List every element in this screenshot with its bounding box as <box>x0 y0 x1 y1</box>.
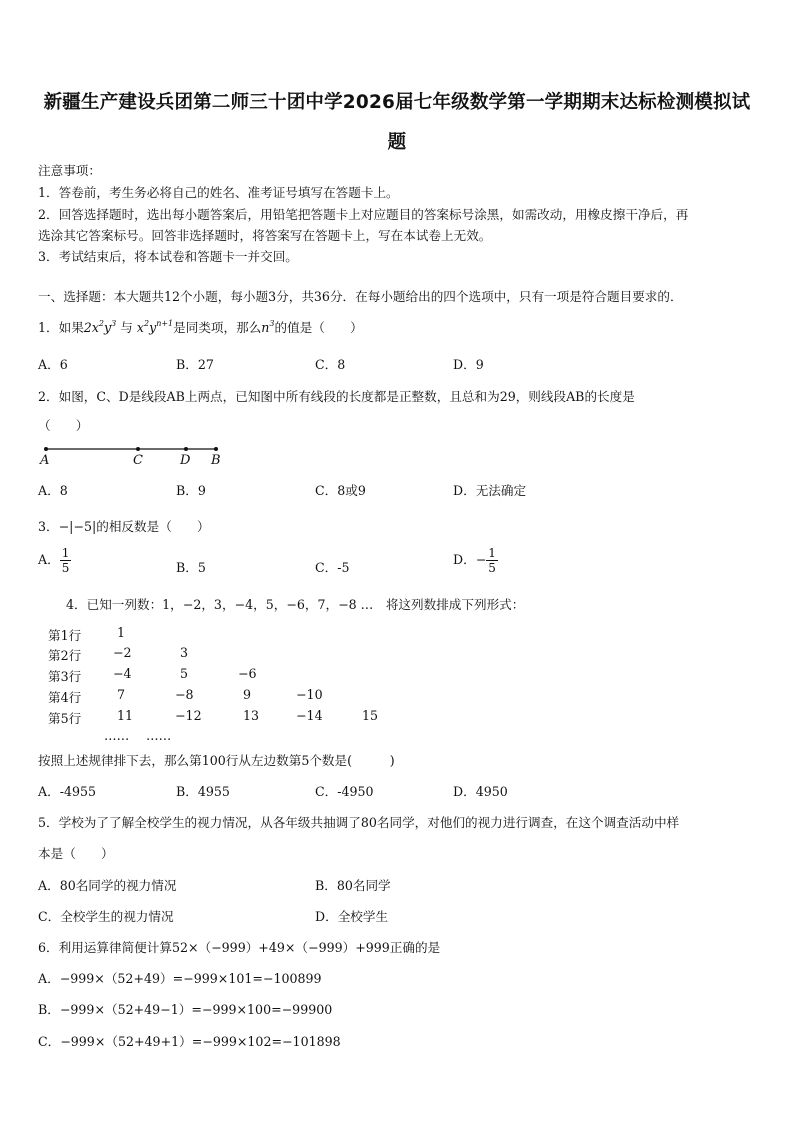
q1-expr2: $x^2y^{n+1}$ <box>136 319 174 335</box>
question-4-stem: 4．已知一列数：1，−2，3，−4，5，−6，7，−8 … 将这列数排成下列形式： <box>66 597 525 612</box>
option-d: D．全校学生 <box>315 909 389 924</box>
ellipsis: …… <box>146 728 172 743</box>
option-b: B．27 <box>176 357 214 372</box>
notice-heading: 注意事项： <box>38 163 101 178</box>
point-label-b: B <box>211 453 221 468</box>
option-d: D．− $\frac{1}{5}$ <box>453 546 496 575</box>
point-b <box>214 447 218 451</box>
question-2-stem: 2．如图，C、D是线段AB上两点，已知图中所有线段的长度都是正整数，且总和为29，则线段AB的长度是 <box>38 389 635 404</box>
option-b: B．−999×（52+49−1）=−999×100=−99900 <box>38 1002 333 1017</box>
question-1-stem <box>38 317 363 336</box>
option-c: C．全校学生的视力情况 <box>38 909 174 924</box>
option-d: D．9 <box>453 357 484 372</box>
point-label-d: D <box>180 453 191 468</box>
row-value: −8 <box>175 687 194 702</box>
page-title-line2: 题 <box>387 132 407 153</box>
row-value: 7 <box>117 687 126 702</box>
option-a: A．6 <box>38 357 68 372</box>
row-value: 9 <box>243 687 252 702</box>
notice-item: 选涂其它答案标号。回答非选择题时，将答案写在答题卡上，写在本试卷上无效。 <box>38 228 492 243</box>
option-c: C．-4950 <box>315 784 374 799</box>
point-label-a: A <box>40 453 50 468</box>
option-c: C．−999×（52+49+1）=−999×102=−101898 <box>38 1034 341 1049</box>
point-c <box>136 447 140 451</box>
row-value: 11 <box>117 708 134 723</box>
notice-item: 1．答卷前，考生务必将自己的姓名、准考证号填写在答题卡上。 <box>38 185 399 200</box>
point-a <box>44 447 48 451</box>
option-a: A．80名同学的视力情况 <box>38 878 177 893</box>
row-value: 3 <box>180 645 189 660</box>
row-value: 13 <box>243 708 260 723</box>
row-value: 1 <box>117 625 126 640</box>
option-c: C．8 <box>315 357 346 372</box>
row-value: −14 <box>296 708 323 723</box>
fraction: $\frac{1}{5}$ <box>61 546 70 575</box>
option-a: A．8 <box>38 483 68 498</box>
notice-item: 3．考试结束后，将本试卷和答题卡一并交回。 <box>38 249 298 264</box>
question-5-stem: 5．学校为了了解全校学生的视力情况，从各年级共抽调了80名同学，对他们的视力进行调查，在这个调查活动中样 <box>38 815 680 830</box>
option-a: A．-4955 <box>38 784 96 799</box>
row-value: 5 <box>180 666 189 681</box>
q1-expr1: $2x^2y^3$ <box>83 319 117 335</box>
option-d: D．无法确定 <box>453 483 527 498</box>
option-a: A．−999×（52+49）=−999×101=−100899 <box>38 971 322 986</box>
row-value: −2 <box>113 645 132 660</box>
q3-post: 的相反数是（ ） <box>96 519 210 534</box>
notice-item: 2．回答选择题时，选出每小题答案后，用铅笔把答题卡上对应题目的答案标号涂黑，如需改动，用橡皮擦干净后，再 <box>38 207 689 222</box>
row-value: 15 <box>362 708 379 723</box>
q1-tail2: 的值是（ ） <box>274 320 363 335</box>
fraction: $\frac{1}{5}$ <box>488 546 496 575</box>
option-d: D．4950 <box>453 784 508 799</box>
point-d <box>184 447 188 451</box>
q1-tail: 是同类项，那么 <box>173 320 262 335</box>
row-label: 第1行 <box>48 628 82 643</box>
option-b: B．80名同学 <box>315 878 391 893</box>
option-c: C．-5 <box>315 560 350 575</box>
row-value: −6 <box>238 666 257 681</box>
q1-mid: 与 <box>120 320 133 335</box>
row-label: 第3行 <box>48 669 82 684</box>
question-6-stem: 6．利用运算律简便计算52×（−999）+49×（−999）+999正确的是 <box>38 940 441 955</box>
row-label: 第5行 <box>48 711 82 726</box>
page-title-line1: 新疆生产建设兵团第二师三十团中学2026届七年级数学第一学期期末达标检测模拟试 <box>43 92 751 113</box>
question-4-question: 按照上述规律排下去，那么第100行从左边数第5个数是( ) <box>38 753 395 768</box>
row-value: −4 <box>113 666 132 681</box>
q3-pre: 3． <box>38 519 59 534</box>
option-b: B．9 <box>176 483 206 498</box>
ellipsis: …… <box>104 728 130 743</box>
row-value: −12 <box>175 708 202 723</box>
question-3-stem <box>38 516 210 535</box>
q3-expr: −|−5| <box>58 519 97 534</box>
question-5-stem-cont: 本是（ ） <box>38 846 114 861</box>
option-b: B．5 <box>176 560 206 575</box>
point-label-c: C <box>133 453 143 468</box>
question-2-stem-cont: （ ） <box>38 418 89 433</box>
row-label: 第4行 <box>48 690 82 705</box>
row-label: 第2行 <box>48 648 82 663</box>
row-value: −10 <box>296 687 323 702</box>
q1-expr3: $n^3$ <box>261 319 275 335</box>
q1-pre: 1．如果 <box>38 320 84 335</box>
option-c: C．8或9 <box>315 483 366 498</box>
option-a: A． $\frac{1}{5}$ <box>38 546 70 575</box>
option-b: B．4955 <box>176 784 230 799</box>
section-heading: 一、选择题：本大题共12个小题，每小题3分，共36分．在每小题给出的四个选项中，只有一项是符合题目要求的． <box>38 289 683 304</box>
